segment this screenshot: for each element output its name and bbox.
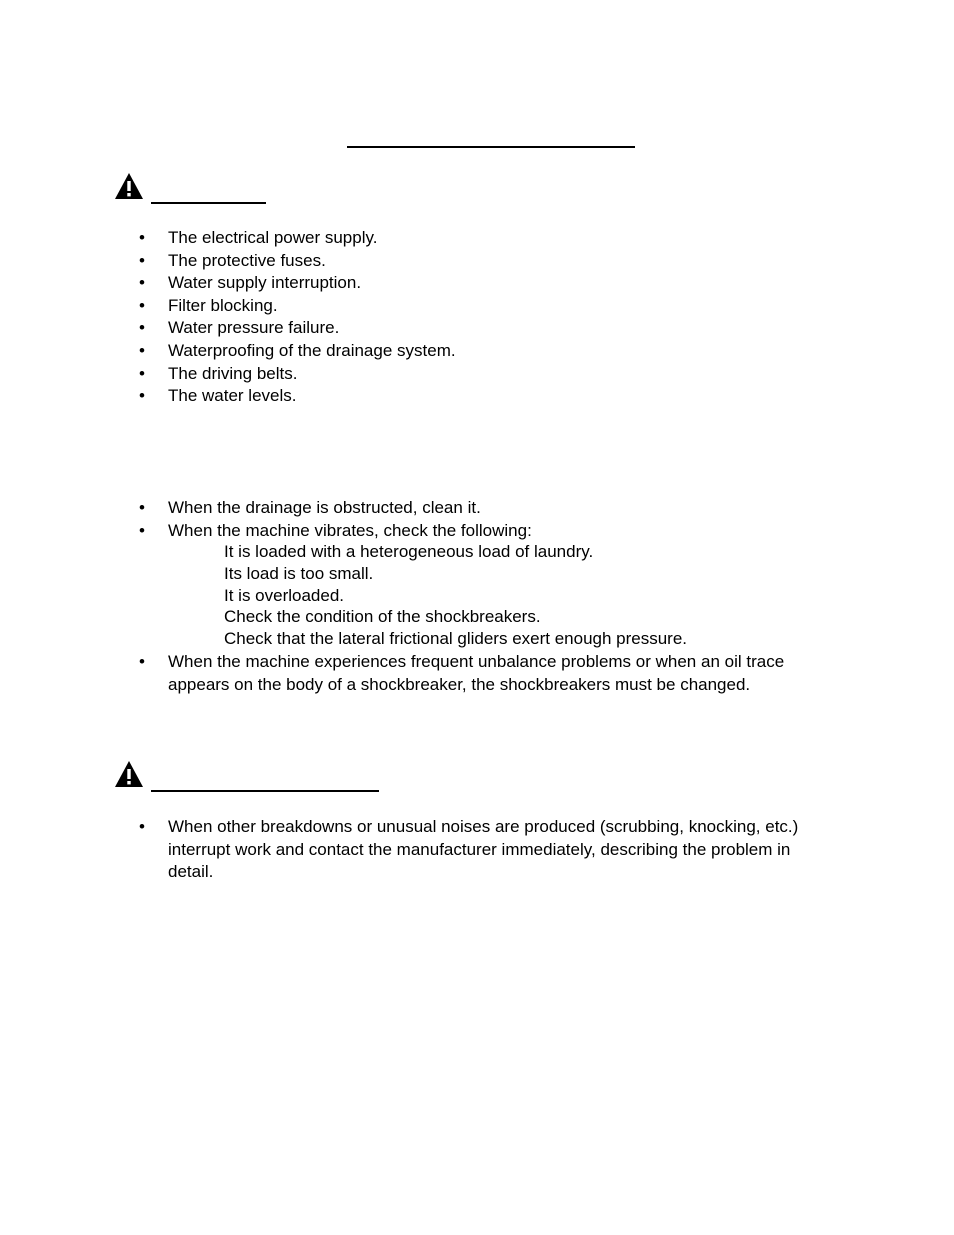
warning-triangle-icon: [114, 760, 144, 788]
breakdowns-list: [0, 816, 828, 884]
actions-list-continued: [0, 651, 828, 696]
warning-triangle-icon: [114, 172, 144, 200]
page-title-underline: [347, 146, 635, 148]
sub-item: It is overloaded.: [224, 585, 345, 605]
vibration-checks: [224, 541, 687, 650]
actions-list: [0, 497, 828, 542]
section-heading-underline-1: [151, 202, 266, 204]
list-item: • When the machine experiences frequent unbalance problems or when an oil trace appears on the body of a shockbreaker, the shockbreakers must be changed.: [0, 651, 828, 696]
check-list: [0, 227, 828, 408]
list-item: • The driving belts.: [0, 363, 828, 386]
sub-item: Check the condition of the shockbreakers.: [224, 607, 541, 627]
list-item: • Waterproofing of the drainage system.: [0, 340, 828, 363]
list-item: • Water supply interruption.: [0, 272, 828, 295]
list-item: • When other breakdowns or unusual noises are produced (scrubbing, knocking, etc.) interrupt work and contact the manufacturer immediately, describing the problem in detail.: [0, 816, 828, 884]
list-item: • The water levels.: [0, 385, 828, 408]
sub-item: Check that the lateral frictional gliders exert enough pressure.: [224, 629, 688, 649]
list-item: • The electrical power supply.: [0, 227, 828, 250]
sub-item: It is loaded with a heterogeneous load of laundry.: [224, 542, 594, 561]
list-item: • When the drainage is obstructed, clean it.: [0, 497, 828, 520]
list-item: • When the machine vibrates, check the following:: [0, 520, 828, 543]
list-item: • Filter blocking.: [0, 295, 828, 318]
list-item: • The protective fuses.: [0, 250, 828, 273]
section-heading-underline-2: [151, 790, 379, 792]
sub-item: Its load is too small.: [224, 563, 374, 583]
list-item: • Water pressure failure.: [0, 317, 828, 340]
